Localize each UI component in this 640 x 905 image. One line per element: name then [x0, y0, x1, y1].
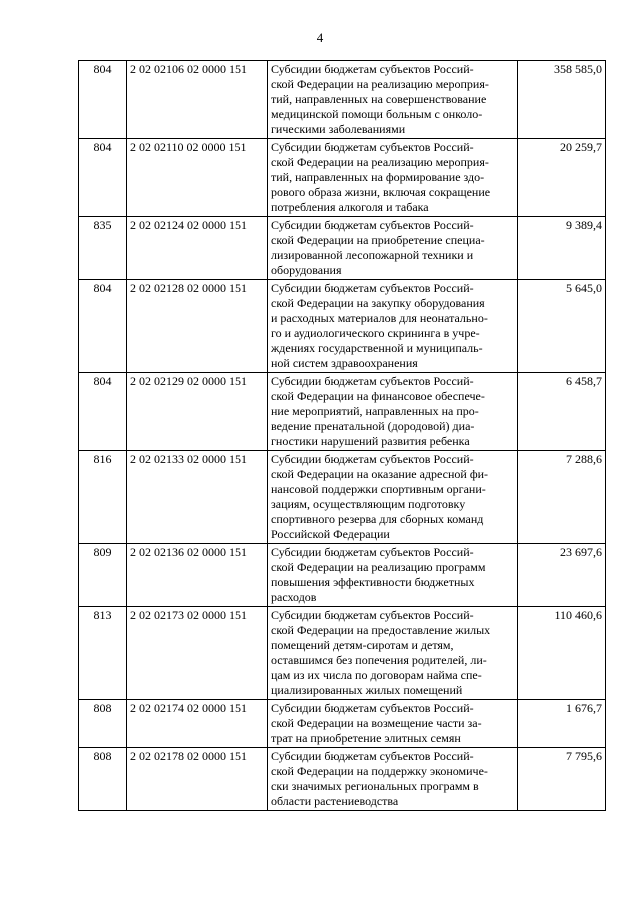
income-name-cell — [268, 280, 518, 373]
income-name-line: тий, направленных на совершенствование — [271, 92, 487, 106]
table-row — [79, 544, 606, 607]
income-name-line: ской Федерации на закупку оборудования — [271, 296, 485, 310]
budget-code-cell: 2 02 02174 02 0000 151 — [127, 700, 268, 748]
table-row — [79, 700, 606, 748]
admin-code-cell: 808 — [79, 748, 127, 811]
income-name-line: нансовой поддержки спортивным органи- — [271, 482, 486, 496]
amount-cell: 1 676,7 — [518, 700, 606, 748]
budget-code-cell: 2 02 02178 02 0000 151 — [127, 748, 268, 811]
budget-code-cell: 2 02 02128 02 0000 151 — [127, 280, 268, 373]
income-name-line: Субсидии бюджетам субъектов Россий- — [271, 545, 474, 559]
budget-code-cell: 2 02 02129 02 0000 151 — [127, 373, 268, 451]
income-name-line: повышения эффективности бюджетных — [271, 575, 475, 589]
budget-code-cell: 2 02 02173 02 0000 151 — [127, 607, 268, 700]
table-row — [79, 451, 606, 544]
income-name-line: ской Федерации на оказание адресной фи- — [271, 467, 489, 481]
table-row — [79, 607, 606, 700]
amount-cell: 110 460,6 — [518, 607, 606, 700]
table-row — [79, 748, 606, 811]
income-name-line: ной систем здравоохранения — [271, 356, 418, 370]
income-name-line: ской Федерации на поддержку экономиче- — [271, 764, 488, 778]
table-row — [79, 61, 606, 139]
income-name-line: помещений детям-сиротам и детям, — [271, 638, 454, 652]
admin-code-cell: 804 — [79, 61, 127, 139]
amount-cell: 5 645,0 — [518, 280, 606, 373]
income-name-line: тий, направленных на формирование здо- — [271, 170, 485, 184]
income-name-line: зациям, осуществляющим подготовку — [271, 497, 466, 511]
budget-code-cell: 2 02 02124 02 0000 151 — [127, 217, 268, 280]
income-name-line: ской Федерации на реализацию мероприя- — [271, 77, 489, 91]
income-name-cell — [268, 544, 518, 607]
table-row — [79, 217, 606, 280]
admin-code-cell: 835 — [79, 217, 127, 280]
income-name-line: цам из их числа по договорам найма спе- — [271, 668, 482, 682]
income-name-cell — [268, 607, 518, 700]
income-name-line: ской Федерации на реализацию программ — [271, 560, 486, 574]
income-name-line: циализированных жилых помещений — [271, 683, 463, 697]
income-name-line: лизированной лесопожарной техники и — [271, 248, 474, 262]
amount-cell: 358 585,0 — [518, 61, 606, 139]
income-name-cell — [268, 217, 518, 280]
income-name-line: Субсидии бюджетам субъектов Россий- — [271, 452, 474, 466]
income-name-line: спортивного резерва для сборных команд — [271, 512, 484, 526]
income-name-line: ской Федерации на возмещение части за- — [271, 716, 482, 730]
income-name-line: ски значимых региональных программ в — [271, 779, 479, 793]
budget-code-cell: 2 02 02110 02 0000 151 — [127, 139, 268, 217]
income-name-line: ской Федерации на предоставление жилых — [271, 623, 491, 637]
income-name-line: Субсидии бюджетам субъектов Россий- — [271, 701, 474, 715]
income-name-line: ской Федерации на реализацию мероприя- — [271, 155, 489, 169]
income-name-line: медицинской помощи больным с онколо- — [271, 107, 483, 121]
amount-cell: 7 795,6 — [518, 748, 606, 811]
admin-code-cell: 816 — [79, 451, 127, 544]
income-name-line: Субсидии бюджетам субъектов Россий- — [271, 608, 474, 622]
income-name-cell — [268, 373, 518, 451]
income-name-line: Субсидии бюджетам субъектов Россий- — [271, 218, 474, 232]
income-name-cell — [268, 61, 518, 139]
budget-table — [78, 60, 606, 811]
income-name-line: потребления алкоголя и табака — [271, 200, 429, 214]
budget-code-cell: 2 02 02133 02 0000 151 — [127, 451, 268, 544]
income-name-line: ждениях государственной и муниципаль- — [271, 341, 483, 355]
amount-cell: 9 389,4 — [518, 217, 606, 280]
income-name-line: области растениеводства — [271, 794, 399, 808]
income-name-line: Российской Федерации — [271, 527, 390, 541]
income-name-cell — [268, 748, 518, 811]
amount-cell: 23 697,6 — [518, 544, 606, 607]
income-name-line: гностики нарушений развития ребенка — [271, 434, 470, 448]
income-name-line: Субсидии бюджетам субъектов Россий- — [271, 62, 474, 76]
income-name-line: оставшимся без попечения родителей, ли- — [271, 653, 487, 667]
income-name-line: ской Федерации на финансовое обеспече- — [271, 389, 485, 403]
income-name-line: расходов — [271, 590, 317, 604]
income-name-line: гическими заболеваниями — [271, 122, 406, 136]
income-name-line: Субсидии бюджетам субъектов Россий- — [271, 749, 474, 763]
page-number: 4 — [316, 30, 324, 45]
income-name-line: ведение пренатальной (дородовой) диа- — [271, 419, 475, 433]
income-name-line: оборудования — [271, 263, 342, 277]
amount-cell: 6 458,7 — [518, 373, 606, 451]
admin-code-cell: 808 — [79, 700, 127, 748]
table-row — [79, 139, 606, 217]
admin-code-cell: 804 — [79, 139, 127, 217]
income-name-line: ние мероприятий, направленных на про- — [271, 404, 479, 418]
table-row — [79, 373, 606, 451]
income-name-line: го и аудиологического скрининга в учре- — [271, 326, 480, 340]
amount-cell: 20 259,7 — [518, 139, 606, 217]
budget-code-cell: 2 02 02106 02 0000 151 — [127, 61, 268, 139]
budget-table-body — [79, 61, 606, 811]
amount-cell: 7 288,6 — [518, 451, 606, 544]
income-name-line: рового образа жизни, включая сокращение — [271, 185, 491, 199]
admin-code-cell: 804 — [79, 373, 127, 451]
table-row — [79, 280, 606, 373]
budget-code-cell: 2 02 02136 02 0000 151 — [127, 544, 268, 607]
income-name-cell — [268, 451, 518, 544]
admin-code-cell: 809 — [79, 544, 127, 607]
admin-code-cell: 813 — [79, 607, 127, 700]
income-name-line: Субсидии бюджетам субъектов Россий- — [271, 281, 474, 295]
income-name-line: Субсидии бюджетам субъектов Россий- — [271, 140, 474, 154]
income-name-cell — [268, 139, 518, 217]
income-name-line: ской Федерации на приобретение специа- — [271, 233, 485, 247]
income-name-line: трат на приобретение элитных семян — [271, 731, 461, 745]
income-name-line: Субсидии бюджетам субъектов Россий- — [271, 374, 474, 388]
income-name-cell — [268, 700, 518, 748]
income-name-line: и расходных материалов для неонатально- — [271, 311, 488, 325]
admin-code-cell: 804 — [79, 280, 127, 373]
